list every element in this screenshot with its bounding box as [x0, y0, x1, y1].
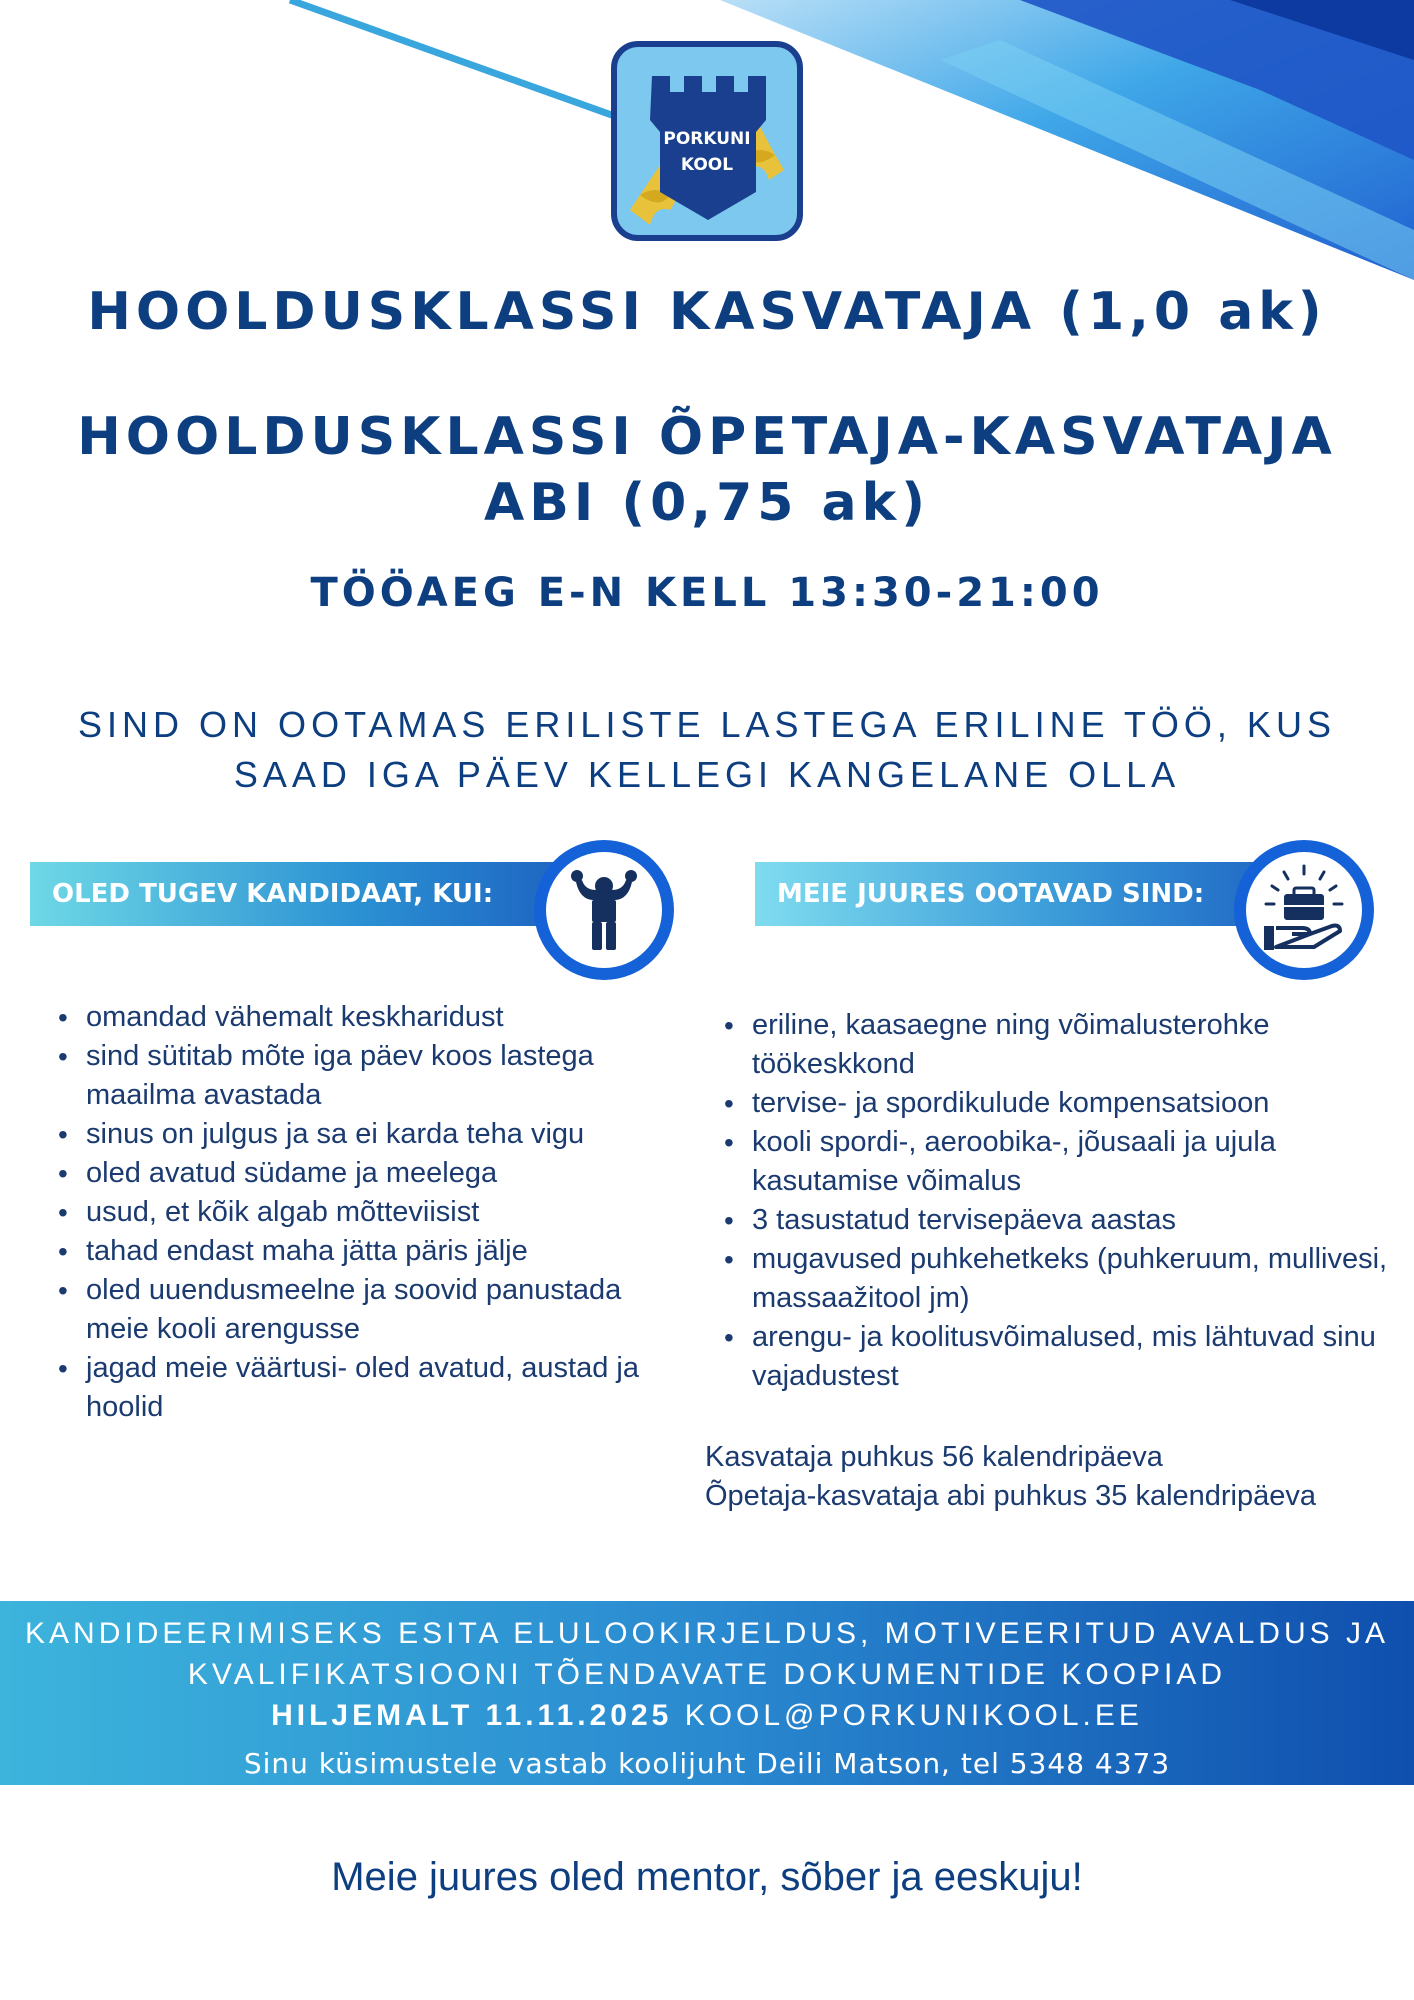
- application-line-1: KANDIDEERIMISEKS ESITA ELULOOKIRJELDUS, MOTIVEERITUD AVALDUS JA: [25, 1617, 1389, 1650]
- list-item: • tahad endast maha jätta päris jälje: [54, 1232, 674, 1271]
- school-logo: [610, 40, 804, 242]
- benefits-badge: [1234, 840, 1374, 980]
- list-item: • omandad vähemalt keskharidust: [54, 998, 674, 1037]
- application-email[interactable]: KOOL@PORKUNIKOOL.EE: [684, 1699, 1143, 1732]
- contact-info: Sinu küsimustele vastab koolijuht Deili Matson, tel 5348 4373: [243, 1747, 1171, 1780]
- vacation-line-2: Õpetaja-kasvataja abi puhkus 35 kalendripäeva: [705, 1480, 1317, 1512]
- vacation-info: [705, 1438, 1316, 1516]
- benefits-list: [720, 1006, 1400, 1396]
- requirements-heading-band: [30, 862, 590, 926]
- list-item: • oled uuendusmeelne ja soovid panustada meie kooli arengusse: [54, 1271, 674, 1349]
- list-item: • sind sütitab mõte iga päev koos lastega maailma avastada: [54, 1037, 674, 1115]
- vacation-line-1: Kasvataja puhkus 56 kalendripäeva: [705, 1441, 1163, 1473]
- position-title-2: HOOLDUSKLASSI ÕPETAJA-KASVATAJA ABI (0,75 ak): [77, 407, 1337, 533]
- requirements-heading: OLED TUGEV KANDIDAAT, KUI:: [52, 879, 494, 909]
- subtitle-line-1: SIND ON OOTAMAS ERILISTE LASTEGA ERILINE TÖÖ, KUS: [78, 704, 1336, 745]
- application-deadline-row: [0, 1695, 1414, 1736]
- benefits-heading-band: [755, 862, 1315, 926]
- working-hours: TÖÖAEG E-N KELL 13:30-21:00: [310, 570, 1104, 616]
- requirements-list: [54, 998, 674, 1427]
- list-item: • oled avatud südame ja meelega: [54, 1154, 674, 1193]
- application-band: [0, 1601, 1414, 1785]
- subtitle-line-2: SAAD IGA PÄEV KELLEGI KANGELANE OLLA: [233, 754, 1181, 795]
- briefcase-hand-icon: [1246, 852, 1362, 968]
- subtitle: [0, 700, 1414, 800]
- list-item: • tervise- ja spordikulude kompensatsioon: [720, 1084, 1400, 1123]
- footer-slogan: Meie juures oled mentor, sõber ja eeskuju!: [331, 1855, 1083, 1899]
- list-item: • jagad meie väärtusi- oled avatud, austad ja hoolid: [54, 1349, 674, 1427]
- application-line-2: KVALIFIKATSIOONI TÕENDAVATE DOKUMENTIDE KOOPIAD: [187, 1658, 1227, 1691]
- position-title-1: HOOLDUSKLASSI KASVATAJA (1,0 ak): [87, 282, 1327, 342]
- svg-text:KOOL: KOOL: [680, 155, 734, 175]
- requirements-badge: [534, 840, 674, 980]
- list-item: • eriline, kaasaegne ning võimalusterohke töökeskkond: [720, 1006, 1400, 1084]
- list-item: • arengu- ja koolitusvõimalused, mis lähtuvad sinu vajadustest: [720, 1318, 1400, 1396]
- strong-person-icon: [546, 852, 662, 968]
- list-item: • 3 tasustatud tervisepäeva aastas: [720, 1201, 1400, 1240]
- list-item: • kooli spordi-, aeroobika-, jõusaali ja ujula kasutamise võimalus: [720, 1123, 1400, 1201]
- benefits-heading: MEIE JUURES OOTAVAD SIND:: [777, 879, 1205, 909]
- application-deadline: HILJEMALT 11.11.2025: [271, 1699, 673, 1732]
- list-item: • usud, et kõik algab mõtteviisist: [54, 1193, 674, 1232]
- list-item: • mugavused puhkehetkeks (puhkeruum, mullivesi, massaažitool jm): [720, 1240, 1400, 1318]
- list-item: • sinus on julgus ja sa ei karda teha vigu: [54, 1115, 674, 1154]
- svg-text:PORKUNI: PORKUNI: [663, 129, 751, 149]
